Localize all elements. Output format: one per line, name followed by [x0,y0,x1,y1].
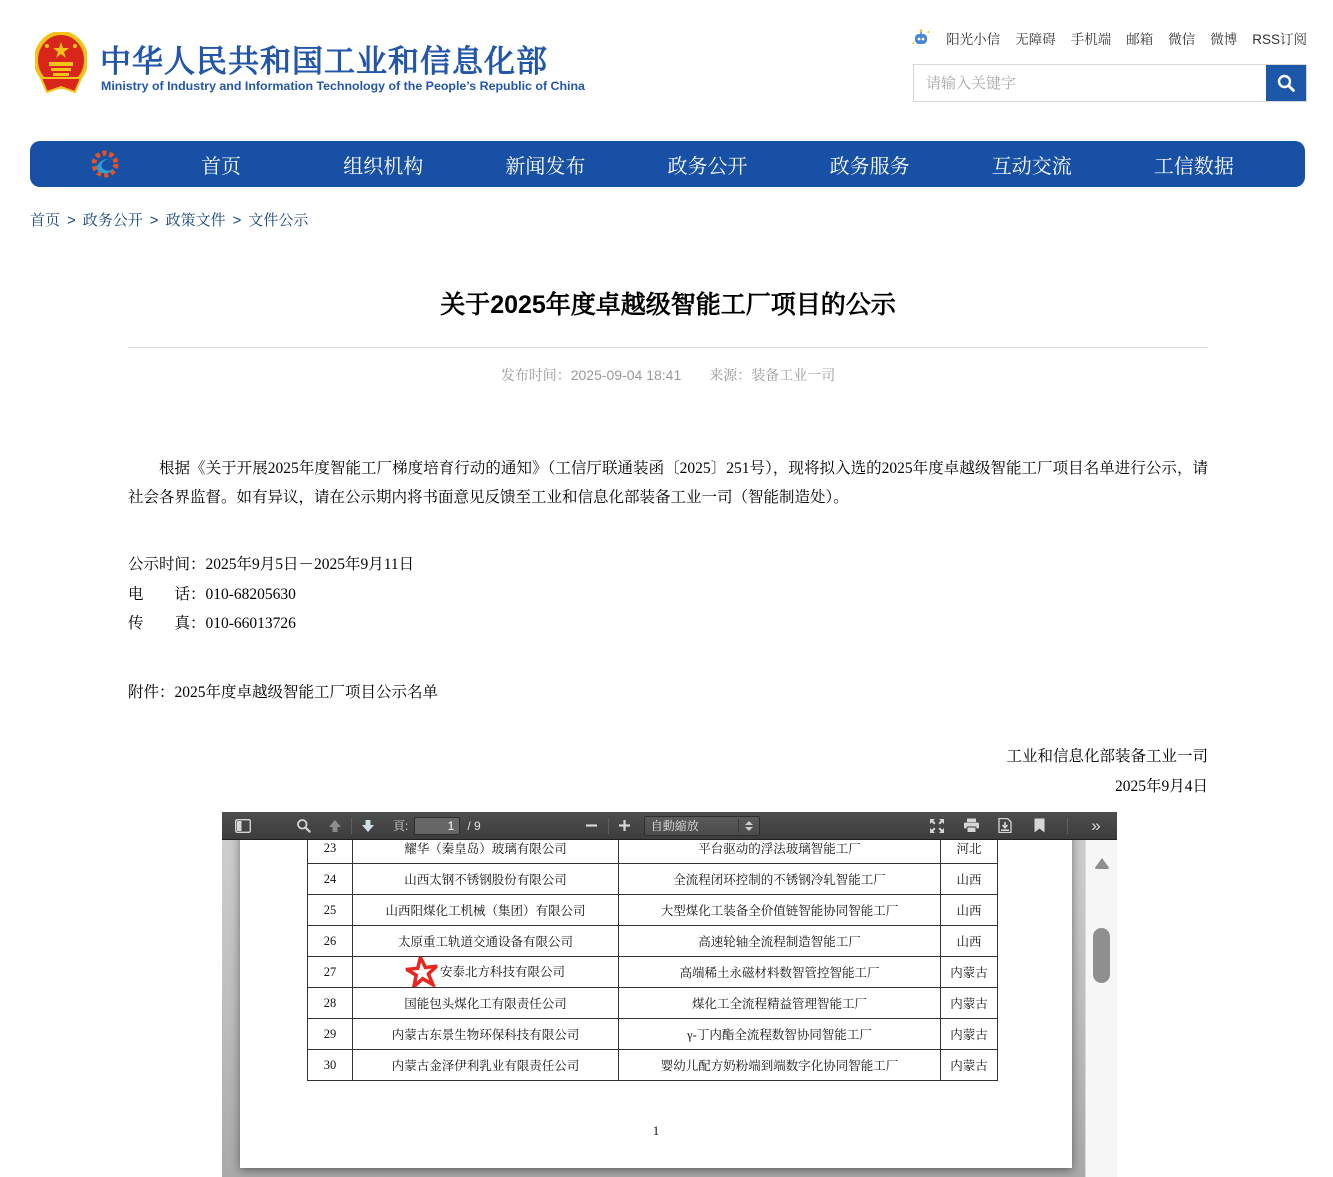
table-row [308,895,998,926]
table-cell-project: 全流程闭环控制的不锈钢冷轧智能工厂 [619,864,941,895]
national-emblem-logo [35,32,87,96]
table-cell-company: 耀华（秦皇岛）玻璃有限公司 [353,833,619,864]
breadcrumb-item-1[interactable]: 政务公开 [82,212,143,229]
zoom-out-icon[interactable] [581,815,603,837]
top-link-1[interactable]: 无障碍 [1015,32,1056,47]
table-cell-project: 高速轮轴全流程制造智能工厂 [619,926,941,957]
table-cell-no: 28 [308,988,353,1019]
nav-item-1[interactable]: 组织机构 [343,155,424,178]
nav-item-2[interactable]: 新闻发布 [505,155,586,178]
table-cell-province: 山西 [941,864,998,895]
table-cell-province: 内蒙古 [941,1019,998,1050]
pdf-table-body [308,833,998,1081]
article-paragraph: 根据《关于开展2025年度智能工厂梯度培育行动的通知》（工信厅联通装函〔2025〕251号），现将拟入选的2025年度卓越级智能工厂项目名单进行公示，请社会各界监督。如有异议，请在公示期内将书面意见反馈至工业和信息化部装备工业一司（智能制造处）。 [128,460,1208,506]
table-cell-no: 25 [308,895,353,926]
source-value: 装备工业一司 [751,367,836,383]
select-spinner-icon [738,819,753,833]
table-cell-province: 内蒙古 [941,1050,998,1081]
table-cell-no: 30 [308,1050,353,1081]
table-cell-no: 27 [308,957,353,988]
bookmark-icon[interactable] [1028,815,1050,837]
contact-info-lines [128,550,1208,639]
info-line-1: 电 话：010-68205630 [128,585,296,603]
zoom-mode-select[interactable] [644,816,760,836]
page-title: 关于2025年度卓越级智能工厂项目的公示 [440,291,896,319]
table-cell-project: 煤化工全流程精益管理智能工厂 [619,988,941,1019]
top-link-5[interactable]: 微博 [1210,32,1238,47]
main-nav [30,141,1305,187]
toolbar-divider [1067,818,1068,834]
table-cell-company: 太原重工轨道交通设备有限公司 [353,926,619,957]
sidebar-toggle-icon[interactable] [232,815,254,837]
zoom-in-icon[interactable] [614,815,636,837]
table-cell-company: 内蒙古金泽伊利乳业有限责任公司 [353,1050,619,1081]
top-link-0[interactable]: 阳光小信 [946,32,1001,47]
pdf-scrollbar[interactable] [1085,840,1117,1177]
breadcrumb-separator: > [232,212,242,229]
toolbar-divider [608,818,609,834]
table-cell-no: 24 [308,864,353,895]
search-icon [1276,73,1296,93]
search-button[interactable] [1266,65,1306,101]
assistant-robot-icon [911,28,931,48]
pdf-page-number: 1 [652,1123,660,1138]
top-link-3[interactable]: 邮箱 [1126,32,1154,47]
table-cell-company: 内蒙古东景生物环保科技有限公司 [353,1019,619,1050]
nav-item-3[interactable]: 政务公开 [667,155,748,178]
presentation-mode-icon[interactable] [926,815,948,837]
page-down-icon[interactable] [357,815,379,837]
zoom-mode-value: 自動縮放 [650,819,699,833]
table-cell-project: 大型煤化工装备全价值链智能协同智能工厂 [619,895,941,926]
table-cell-project: 平台驱动的浮法玻璃智能工厂 [619,833,941,864]
table-row [308,1050,998,1081]
more-tools-chevrons-icon[interactable]: » [1085,815,1107,837]
top-links [911,28,1307,48]
table-cell-province: 河北 [941,833,998,864]
info-line-0: 公示时间：2025年9月5日－2025年9月11日 [128,556,415,573]
title-divider [128,347,1208,348]
table-row [308,957,998,988]
signer-department: 工业和信息化部装备工业一司 [1006,747,1208,765]
publish-time-label: 发布时间： [500,367,571,383]
miit-gear-logo-icon [90,149,120,179]
table-cell-province: 山西 [941,926,998,957]
sign-date: 2025年9月4日 [1114,777,1208,795]
pdf-viewer [222,812,1117,1177]
site-subtitle: Ministry of Industry and Information Technology of the People’s Republic of China [101,79,585,93]
pdf-page [240,812,1072,1168]
table-row [308,864,998,895]
table-cell-project: γ-丁内酯全流程数智协同智能工厂 [619,1019,941,1050]
top-link-2[interactable]: 手机端 [1070,32,1112,47]
page-count: / 9 [467,818,481,833]
find-in-document-icon[interactable] [292,815,314,837]
info-line-2: 传 真：010-66013726 [128,615,296,632]
site-search [913,64,1307,102]
table-row [308,926,998,957]
top-link-4[interactable]: 微信 [1168,32,1196,47]
attachment-line[interactable]: 附件：2025年度卓越级智能工厂项目公示名单 [128,683,439,701]
publish-meta [128,365,1208,385]
scrollbar-thumb[interactable] [1093,928,1110,983]
table-cell-province: 山西 [941,895,998,926]
table-cell-company: 山西阳煤化工机械（集团）有限公司 [353,895,619,926]
page-up-icon[interactable] [324,815,346,837]
announcement-table [307,832,998,1081]
table-cell-project: 婴幼儿配方奶粉端到端数字化协同智能工厂 [619,1050,941,1081]
nav-item-0[interactable]: 首页 [201,155,242,178]
nav-item-5[interactable]: 互动交流 [991,155,1072,178]
source-label: 来源： [709,367,752,383]
scroll-up-arrow-icon[interactable] [1094,858,1110,869]
publish-time: 2025-09-04 18:41 [570,367,682,383]
top-link-6[interactable]: RSS订阅 [1252,32,1307,47]
table-cell-no: 23 [308,833,353,864]
table-cell-company: 安泰北方科技有限公司 [353,957,619,988]
pdf-viewer-body [222,840,1117,1177]
red-star-annotation-icon [404,957,439,988]
table-cell-no: 26 [308,926,353,957]
table-cell-province: 内蒙古 [941,957,998,988]
breadcrumb-item-2[interactable]: 政策文件 [165,212,226,229]
search-input[interactable] [914,65,1266,101]
article [128,255,1208,802]
breadcrumb-item-0[interactable]: 首页 [30,212,61,229]
print-icon[interactable] [960,815,982,837]
breadcrumb-separator: > [67,212,76,229]
nav-item-4[interactable]: 政务服务 [829,155,910,178]
nav-item-6[interactable]: 工信数据 [1153,155,1234,178]
page-number-label: 頁: [393,819,409,833]
table-cell-no: 29 [308,1019,353,1050]
table-row [308,988,998,1019]
table-row [308,1019,998,1050]
breadcrumb [30,209,308,230]
table-cell-company: 国能包头煤化工有限责任公司 [353,988,619,1019]
table-cell-project: 高端稀土永磁材料数智管控智能工厂 [619,957,941,988]
breadcrumb-separator: > [149,212,159,229]
breadcrumb-item-3[interactable]: 文件公示 [248,212,309,229]
toolbar-divider [351,818,352,834]
pdf-toolbar [222,812,1117,840]
site-title: 中华人民共和国工业和信息化部 [100,44,548,79]
download-icon[interactable] [994,815,1016,837]
table-cell-company: 山西太钢不锈钢股份有限公司 [353,864,619,895]
page-number-input[interactable] [414,817,460,835]
table-cell-province: 内蒙古 [941,988,998,1019]
